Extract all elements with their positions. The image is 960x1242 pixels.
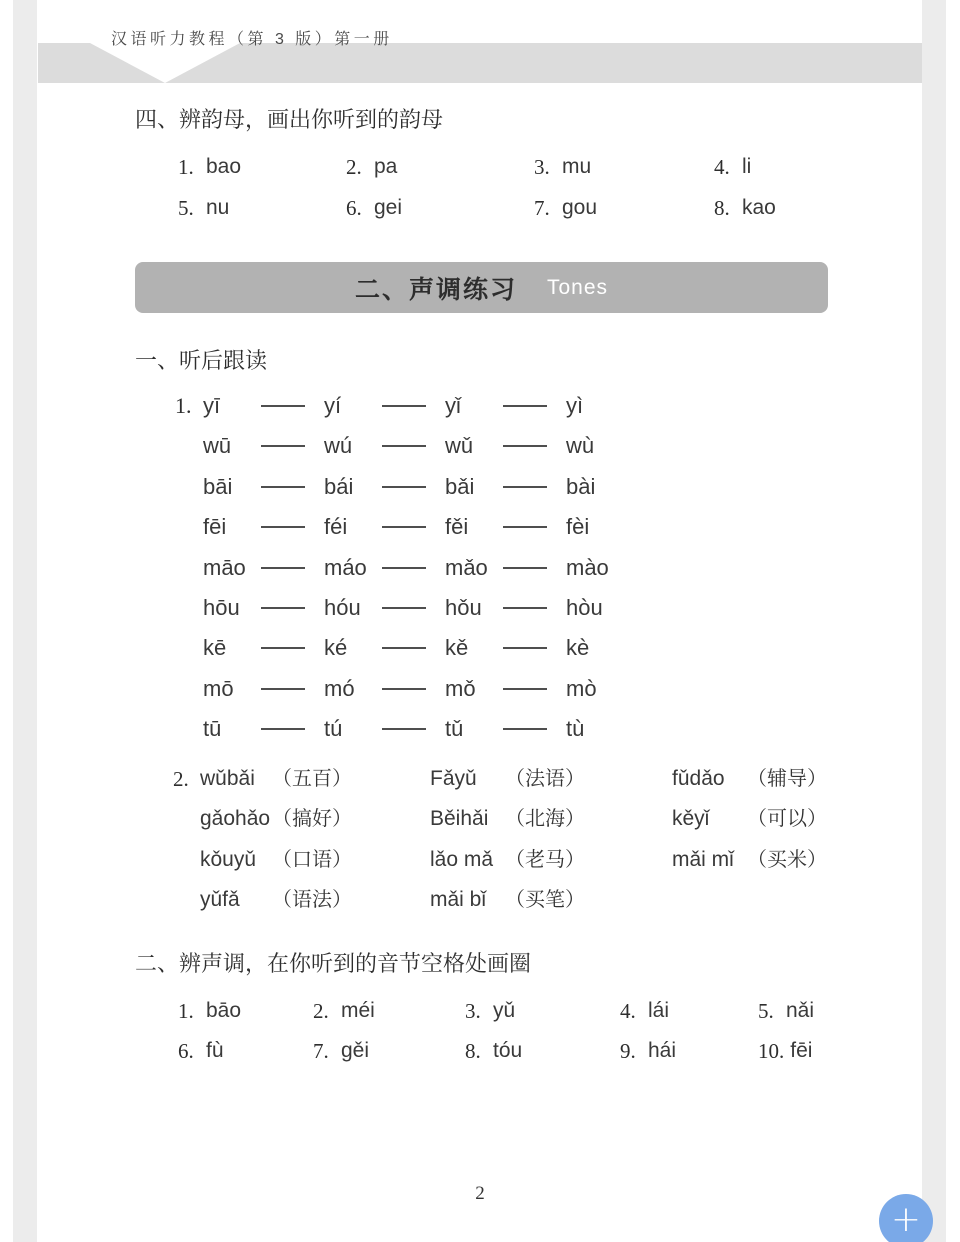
banner-title-en: Tones bbox=[546, 275, 609, 299]
chinese-gloss: （北海） bbox=[505, 808, 585, 830]
syllable: yǐ bbox=[445, 393, 461, 418]
dash-line bbox=[382, 567, 426, 569]
pinyin: Fǎyǔ bbox=[430, 767, 477, 790]
item-number: 2. bbox=[346, 155, 362, 179]
dash-line bbox=[503, 567, 547, 569]
item-number bbox=[175, 553, 197, 583]
syllable: hǒu bbox=[445, 595, 482, 620]
word-pair bbox=[430, 804, 672, 834]
item-number: 9. bbox=[620, 1039, 636, 1063]
item-number: 7. bbox=[313, 1039, 329, 1063]
word-row bbox=[173, 764, 827, 794]
item-number bbox=[175, 593, 197, 623]
book-title-running-head: 汉语听力教程（第 3 版）第一册 bbox=[111, 31, 393, 48]
syllable: máo bbox=[324, 555, 367, 580]
tone-cell bbox=[203, 633, 324, 663]
tone-cell bbox=[324, 391, 445, 421]
tone-cell bbox=[445, 593, 566, 623]
item-number bbox=[175, 674, 197, 704]
syllable: bǎi bbox=[445, 474, 475, 499]
syllable: gěi bbox=[341, 1039, 370, 1062]
word-pair bbox=[672, 764, 827, 794]
syllable: hōu bbox=[203, 595, 240, 620]
section-banner-tones bbox=[135, 262, 828, 313]
dash-line bbox=[382, 688, 426, 690]
list-item bbox=[178, 152, 346, 182]
tone-cell bbox=[203, 714, 324, 744]
word-row bbox=[173, 804, 827, 834]
chinese-gloss: （搞好） bbox=[272, 808, 352, 830]
dash-line bbox=[261, 486, 305, 488]
chinese-gloss: （法语） bbox=[505, 768, 585, 790]
syllable: tú bbox=[324, 716, 343, 741]
word-row bbox=[173, 845, 827, 875]
dash-line bbox=[382, 728, 426, 730]
pinyin: Běihǎi bbox=[430, 807, 489, 830]
finals-row-2 bbox=[178, 193, 776, 223]
syllable: hái bbox=[648, 1039, 677, 1062]
item-number: 6. bbox=[178, 1039, 194, 1063]
syllable: méi bbox=[341, 999, 375, 1022]
tone-row bbox=[175, 391, 583, 421]
syllable: yí bbox=[324, 393, 342, 418]
dash-line bbox=[261, 607, 305, 609]
syllable: nǎi bbox=[786, 999, 815, 1022]
tone-cell bbox=[324, 512, 445, 542]
list-item bbox=[714, 193, 776, 223]
section-two-heading: 二、辨声调，在你听到的音节空格处画圈 bbox=[135, 951, 532, 976]
syllable: tǔ bbox=[445, 716, 464, 741]
item-number bbox=[175, 512, 197, 542]
syllable: li bbox=[742, 155, 752, 178]
word-pair bbox=[200, 804, 430, 834]
tone-cell bbox=[203, 391, 324, 421]
syllable: mào bbox=[566, 555, 609, 580]
item-number: 3. bbox=[465, 999, 481, 1023]
list-item bbox=[178, 193, 346, 223]
item-number bbox=[173, 845, 194, 875]
syllable: tū bbox=[203, 716, 222, 741]
chinese-gloss: （买笔） bbox=[505, 889, 585, 911]
syllable: bài bbox=[566, 474, 596, 499]
item-number bbox=[173, 885, 194, 915]
syllable: yǔ bbox=[493, 999, 516, 1022]
list-item bbox=[534, 152, 714, 182]
dash-line bbox=[261, 445, 305, 447]
tone-cell bbox=[445, 431, 566, 461]
chevron-notch bbox=[90, 43, 240, 83]
syllable: tù bbox=[566, 716, 585, 741]
dash-line bbox=[503, 607, 547, 609]
word-pair bbox=[200, 885, 430, 915]
item-number: 3. bbox=[534, 155, 550, 179]
list-item bbox=[534, 193, 714, 223]
pinyin: mǎi mǐ bbox=[672, 848, 734, 871]
item-number: 1. bbox=[178, 155, 194, 179]
syllable: bāo bbox=[206, 999, 242, 1022]
add-button[interactable] bbox=[879, 1194, 933, 1242]
left-page-edge-strip bbox=[13, 0, 37, 1242]
syllable: mō bbox=[203, 676, 234, 701]
item-number: 5. bbox=[178, 196, 194, 220]
dash-line bbox=[503, 688, 547, 690]
dash-line bbox=[382, 526, 426, 528]
item-number: 1. bbox=[175, 393, 192, 418]
pinyin: yǔfǎ bbox=[200, 888, 240, 911]
section-four-heading: 四、辨韵母，画出你听到的韵母 bbox=[135, 107, 444, 132]
chinese-gloss: （可以） bbox=[747, 808, 827, 830]
tone-row bbox=[175, 633, 589, 663]
item-number bbox=[173, 804, 194, 834]
syllable: ké bbox=[324, 635, 348, 660]
item-number: 6. bbox=[346, 196, 362, 220]
syllable: bao bbox=[206, 155, 242, 178]
pinyin: lǎo mǎ bbox=[430, 848, 494, 871]
dash-line bbox=[382, 486, 426, 488]
item-number: 5. bbox=[758, 999, 774, 1023]
word-pair bbox=[430, 845, 672, 875]
dash-line bbox=[503, 728, 547, 730]
list-item bbox=[346, 193, 534, 223]
syllable: kao bbox=[742, 196, 776, 219]
dash-line bbox=[382, 405, 426, 407]
chinese-gloss: （口语） bbox=[272, 849, 352, 871]
syllable: mó bbox=[324, 676, 355, 701]
tone-row bbox=[175, 593, 603, 623]
practice-one-heading: 一、听后跟读 bbox=[135, 348, 268, 373]
tone-row bbox=[175, 431, 594, 461]
syllable: bāi bbox=[203, 474, 233, 499]
tone-cell bbox=[203, 553, 324, 583]
syllable: yì bbox=[566, 393, 584, 418]
syllable: wú bbox=[324, 433, 353, 458]
list-item bbox=[313, 1036, 465, 1066]
syllable: fèi bbox=[566, 514, 590, 539]
tone-cell bbox=[203, 593, 324, 623]
tone-row bbox=[175, 674, 597, 704]
syllable: bái bbox=[324, 474, 354, 499]
dash-line bbox=[503, 526, 547, 528]
syllable: lái bbox=[648, 999, 670, 1022]
syllable: kè bbox=[566, 635, 590, 660]
dash-line bbox=[503, 647, 547, 649]
syllable: māo bbox=[203, 555, 246, 580]
syllable: kē bbox=[203, 635, 227, 660]
syllable: yī bbox=[203, 393, 221, 418]
syllable: gou bbox=[562, 196, 598, 219]
tone-row bbox=[175, 553, 609, 583]
tone-cell bbox=[324, 714, 445, 744]
pinyin: mǎi bǐ bbox=[430, 888, 487, 911]
list-item bbox=[178, 1036, 313, 1066]
tone-row bbox=[175, 512, 589, 542]
syllable: wù bbox=[566, 433, 595, 458]
word-pair bbox=[430, 764, 672, 794]
syllable: wǔ bbox=[445, 433, 474, 458]
tone-cell bbox=[324, 553, 445, 583]
syllable: mò bbox=[566, 676, 597, 701]
tone-id-row-1 bbox=[178, 996, 814, 1026]
tone-cell bbox=[203, 472, 324, 502]
tone-cell bbox=[445, 472, 566, 502]
word-pair bbox=[672, 845, 827, 875]
tone-cell bbox=[445, 391, 566, 421]
syllable: fěi bbox=[445, 514, 469, 539]
tone-cell bbox=[203, 674, 324, 704]
tone-id-row-2 bbox=[178, 1036, 812, 1066]
item-number: 4. bbox=[714, 155, 730, 179]
word-pair bbox=[200, 764, 430, 794]
tone-cell bbox=[203, 431, 324, 461]
list-item bbox=[620, 1036, 758, 1066]
chinese-gloss: （语法） bbox=[272, 889, 352, 911]
word-row bbox=[173, 885, 672, 915]
syllable: gei bbox=[374, 196, 403, 219]
item-number bbox=[175, 633, 197, 663]
dash-line bbox=[261, 405, 305, 407]
syllable: pa bbox=[374, 155, 398, 178]
dash-line bbox=[261, 567, 305, 569]
list-item bbox=[465, 996, 620, 1026]
list-item bbox=[313, 996, 465, 1026]
item-number: 10. bbox=[758, 1039, 785, 1063]
chinese-gloss: （辅导） bbox=[747, 768, 827, 790]
syllable: hòu bbox=[566, 595, 603, 620]
chinese-gloss: （五百） bbox=[272, 768, 352, 790]
chinese-gloss: （买米） bbox=[747, 849, 827, 871]
dash-line bbox=[503, 486, 547, 488]
dash-line bbox=[382, 647, 426, 649]
dash-line bbox=[261, 688, 305, 690]
pinyin: gǎohǎo bbox=[200, 807, 271, 830]
list-item bbox=[714, 152, 751, 182]
banner-title-zh: 二、声调练习 bbox=[354, 275, 517, 304]
tone-cell bbox=[445, 674, 566, 704]
syllable: fù bbox=[206, 1039, 224, 1062]
tone-row bbox=[175, 714, 584, 744]
tone-cell bbox=[445, 714, 566, 744]
dash-line bbox=[503, 405, 547, 407]
item-number: 8. bbox=[465, 1039, 481, 1063]
word-pair bbox=[200, 845, 430, 875]
syllable: fēi bbox=[790, 1039, 813, 1062]
dash-line bbox=[503, 445, 547, 447]
page-number: 2 bbox=[475, 1183, 485, 1204]
word-pair bbox=[672, 804, 827, 834]
item-number bbox=[175, 714, 197, 744]
list-item bbox=[620, 996, 758, 1026]
tone-cell bbox=[203, 512, 324, 542]
syllable: nu bbox=[206, 196, 230, 219]
tone-cell bbox=[324, 593, 445, 623]
word-pair bbox=[430, 885, 672, 915]
dash-line bbox=[261, 526, 305, 528]
syllable: mu bbox=[562, 155, 592, 178]
tone-row bbox=[175, 472, 595, 502]
item-number: 7. bbox=[534, 196, 550, 220]
list-item bbox=[346, 152, 534, 182]
item-number: 8. bbox=[714, 196, 730, 220]
tone-cell bbox=[324, 674, 445, 704]
dash-line bbox=[382, 445, 426, 447]
pinyin: wǔbǎi bbox=[200, 767, 255, 790]
chinese-gloss: （老马） bbox=[505, 849, 585, 871]
tone-cell bbox=[445, 633, 566, 663]
dash-line bbox=[382, 607, 426, 609]
running-head-band bbox=[38, 43, 922, 83]
item-number bbox=[175, 431, 197, 461]
syllable: hóu bbox=[324, 595, 361, 620]
list-item bbox=[758, 996, 814, 1026]
right-page-edge-strip bbox=[922, 0, 946, 1242]
tone-cell bbox=[445, 512, 566, 542]
list-item bbox=[178, 996, 313, 1026]
plus-icon: + bbox=[890, 1198, 922, 1240]
syllable: féi bbox=[324, 514, 348, 539]
item-number: 2. bbox=[313, 999, 329, 1023]
item-number: 4. bbox=[620, 999, 636, 1023]
list-item bbox=[465, 1036, 620, 1066]
syllable: kě bbox=[445, 635, 469, 660]
item-number: 2. bbox=[173, 767, 189, 791]
finals-row-1 bbox=[178, 152, 751, 182]
syllable: mǒ bbox=[445, 676, 476, 701]
dash-line bbox=[261, 647, 305, 649]
syllable: fēi bbox=[203, 514, 227, 539]
tone-cell bbox=[324, 431, 445, 461]
list-item bbox=[758, 1036, 812, 1066]
item-number: 1. bbox=[178, 999, 194, 1023]
tone-cell bbox=[324, 472, 445, 502]
syllable: mǎo bbox=[445, 555, 488, 580]
item-number bbox=[175, 472, 197, 502]
tone-cell bbox=[445, 553, 566, 583]
pinyin: kěyǐ bbox=[672, 807, 710, 830]
tone-cell bbox=[324, 633, 445, 663]
pinyin: kǒuyǔ bbox=[200, 848, 257, 871]
syllable: wū bbox=[203, 433, 232, 458]
dash-line bbox=[261, 728, 305, 730]
syllable: tóu bbox=[493, 1039, 523, 1062]
pinyin: fǔdǎo bbox=[672, 767, 725, 790]
